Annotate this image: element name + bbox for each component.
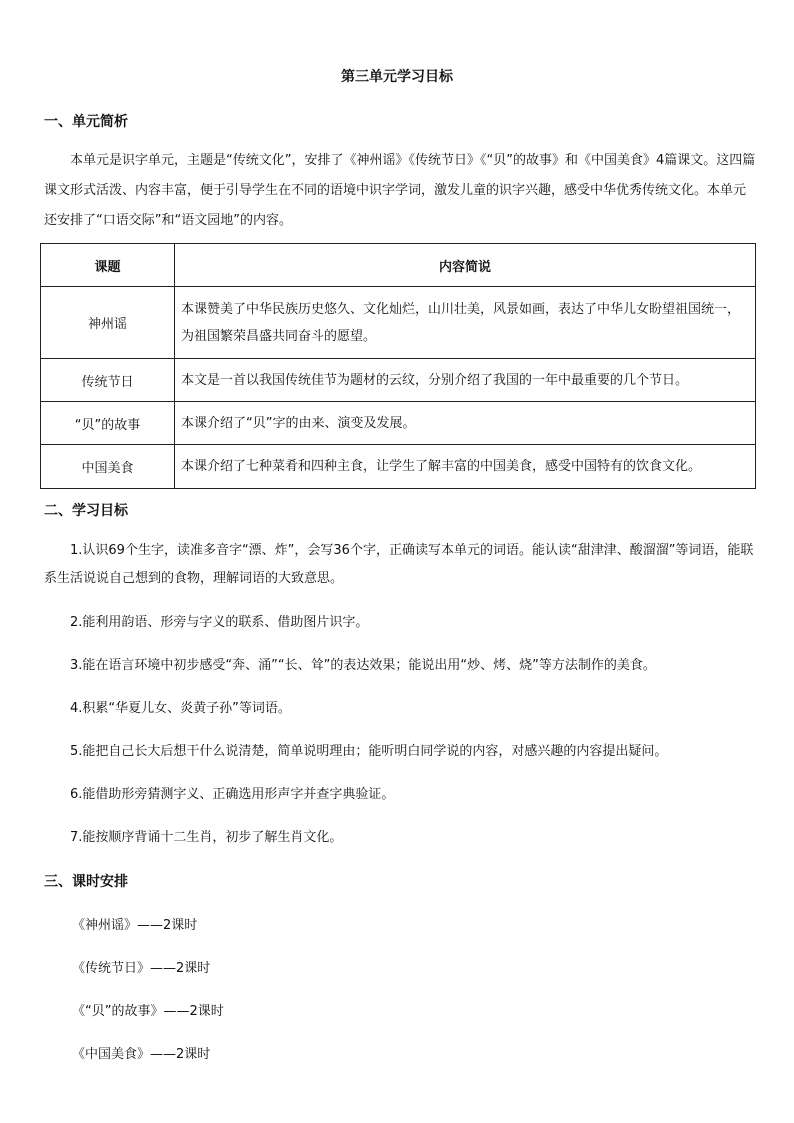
lesson-title-cell: 中国美食: [41, 445, 175, 489]
section1-paragraph: 本单元是识字单元，主题是“传统文化”，安排了《神州谣》《传统节日》《“贝”的故事》和《中国美食》4篇课文。这四篇课文形式活泼、内容丰富，便于引导学生在不同的语境中识字学词，激发儿童的识字兴趣，感受中华优秀传统文化。本单元还安排了“口语交际”和“语文园地”的内容。: [44, 153, 756, 228]
lesson-content-cell: 本文是一首以我国传统佳节为题材的云纹，分别介绍了我国的一年中最重要的几个节日。: [175, 359, 756, 402]
table-header-row: [41, 244, 756, 287]
lesson-content-cell: 本课赞美了中华民族历史悠久、文化灿烂，山川壮美，风景如画，表达了中华儿女盼望祖国统一，为祖国繁荣昌盛共同奋斗的愿望。: [175, 287, 756, 359]
goal-item: 4.积累“华夏儿女、炎黄子孙”等词语。: [70, 701, 291, 716]
document-title: 第三单元学习目标: [341, 69, 453, 85]
schedule-item: 《传统节日》——2课时: [72, 961, 211, 976]
table-row: [41, 359, 756, 402]
goal-item: 6.能借助形旁猜测字义、正确选用形声字并查字典验证。: [70, 787, 395, 802]
table-row: [41, 287, 756, 359]
goal-item: 5.能把自己长大后想干什么说清楚，简单说明理由；能听明白同学说的内容，对感兴趣的内容提出疑问。: [70, 744, 668, 759]
lesson-title-cell: 传统节日: [41, 359, 175, 402]
lesson-content-cell: 本课介绍了七种菜肴和四种主食，让学生了解丰富的中国美食，感受中国特有的饮食文化。: [175, 445, 756, 489]
section1-heading: 一、单元简析: [44, 114, 128, 130]
table-header-title: 课题: [41, 244, 175, 287]
section2-heading: 二、学习目标: [44, 503, 128, 519]
schedule-item: 《“贝”的故事》——2课时: [72, 1004, 224, 1019]
goal-item: 7.能按顺序背诵十二生肖，初步了解生肖文化。: [70, 830, 343, 845]
table-header-content: 内容简说: [175, 244, 756, 287]
section3-heading: 三、课时安排: [44, 874, 128, 890]
goal-item: 2.能利用韵语、形旁与字义的联系、借助图片识字。: [70, 615, 369, 630]
schedule-item: 《神州谣》——2课时: [72, 918, 198, 933]
schedule-item: 《中国美食》——2课时: [72, 1047, 211, 1062]
lesson-title-cell: 神州谣: [41, 287, 175, 359]
lesson-title-cell: “贝”的故事: [41, 402, 175, 445]
table-row: [41, 445, 756, 489]
lesson-table: [40, 243, 756, 489]
goal-item: 3.能在语言环境中初步感受“奔、涌”“长、耸”的表达效果；能说出用“炒、烤、烧”等方法制作的美食。: [70, 658, 656, 673]
table-row: [41, 402, 756, 445]
goal-item: 1.认识69个生字，读准多音字“漂、炸”，会写36个字，正确读写本单元的词语。能认读“甜津津、酸溜溜”等词语，能联系生活说说自己想到的食物，理解词语的大致意思。: [44, 543, 754, 586]
lesson-content-cell: 本课介绍了“贝”字的由来、演变及发展。: [175, 402, 756, 445]
